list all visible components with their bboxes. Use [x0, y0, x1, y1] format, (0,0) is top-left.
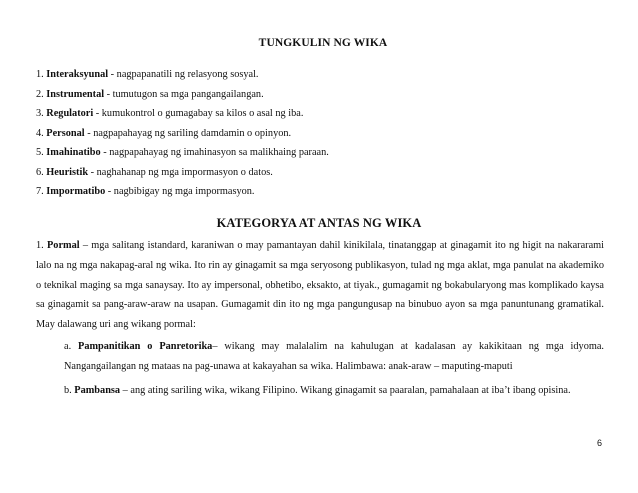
item-term: Heuristik	[46, 166, 89, 178]
sub-item-text: – wikang may malalalim na kahulugan at kadalasan ay kakikitaan ng mga idyoma. Nangangailangan ng mataas na pag-unawa at kakayahan sa wika. Halimbawa: anak-araw – maputing-maputi	[64, 341, 605, 372]
paragraph-term: Pormal	[47, 240, 80, 251]
item-number: 6.	[36, 166, 47, 178]
item-term: Personal	[46, 127, 85, 139]
sub-item-text: – ang ating sariling wika, wikang Filipino. Wikang ginagamit sa paaralan, pamahalaan at iba’t ibang opisina.	[120, 385, 571, 396]
item-number: 5.	[36, 147, 47, 158]
list-item	[36, 163, 606, 183]
sub-item-pambansa	[64, 381, 604, 401]
item-number: 2.	[36, 88, 47, 100]
item-description: - tumutugon sa mga pangangailangan.	[104, 88, 264, 100]
item-number: 1.	[36, 69, 47, 80]
item-description: - naghahanap ng mga impormasyon o datos.	[88, 166, 273, 178]
section-title-kategorya: KATEGORYA AT ANTAS NG WIKA	[216, 216, 422, 230]
paragraph-text: – mga salitang istandard, karaniwan o may pamantayan dahil kinikilala, tinatanggap at ginagamit ito ng higit na nakararami lalo na ng mga nakapag-aral ng wika. Ito rin ay ginagamit sa mga seryosong publikasyon, tulad ng mga aklat, mga panulat na akademiko o teknikal maging sa mga sanaysay. Ito ay impersonal, obhetibo, eksakto, at tiyak., gumagamit ng bokabularyong mas komplikado kaysa sa ginagamit sa pang-araw-araw na usapan. Gumagamit din ito ng mga pangungusap na binubuo ayon sa mga panuntunang gramatikal. May dalawang uri ang wikang pormal:	[36, 240, 605, 331]
item-term: Instrumental	[46, 88, 105, 100]
list-item	[36, 124, 606, 144]
list-item	[36, 143, 606, 163]
item-number: 4.	[36, 127, 47, 139]
sub-item-term: Pambansa	[74, 385, 121, 396]
section-title-tungkulin: TUNGKULIN NG WIKA	[258, 37, 388, 49]
item-description: - kumukontrol o gumagabay sa kilos o asal ng iba.	[93, 108, 304, 119]
item-term: Impormatibo	[46, 186, 106, 197]
list-item	[36, 65, 606, 85]
list-item	[36, 104, 606, 124]
page-number: 6	[596, 438, 602, 448]
pormal-paragraph	[36, 236, 604, 335]
item-term: Interaksyunal	[46, 69, 109, 80]
functions-list	[36, 65, 606, 202]
list-item	[36, 182, 606, 202]
item-description: - nagpapahayag ng imahinasyon sa malikhaing paraan.	[100, 147, 329, 158]
sub-item-term: Pampanitikan o Panretorika	[78, 341, 213, 352]
item-term: Regulatori	[46, 108, 94, 119]
list-item	[36, 85, 606, 105]
item-description: - nagbibigay ng mga impormasyon.	[105, 186, 255, 197]
item-description: - nagpapahayag ng sariling damdamin o opinyon.	[84, 127, 292, 139]
item-number: 7.	[36, 186, 47, 197]
paragraph-number: 1.	[36, 240, 47, 251]
sub-item-letter: a.	[64, 341, 79, 352]
sub-item-pampanitikan	[64, 337, 604, 377]
item-description: - nagpapanatili ng relasyong sosyal.	[108, 69, 259, 80]
sub-item-letter: b.	[64, 385, 75, 396]
item-term: Imahinatibo	[46, 147, 101, 158]
item-number: 3.	[36, 108, 47, 119]
